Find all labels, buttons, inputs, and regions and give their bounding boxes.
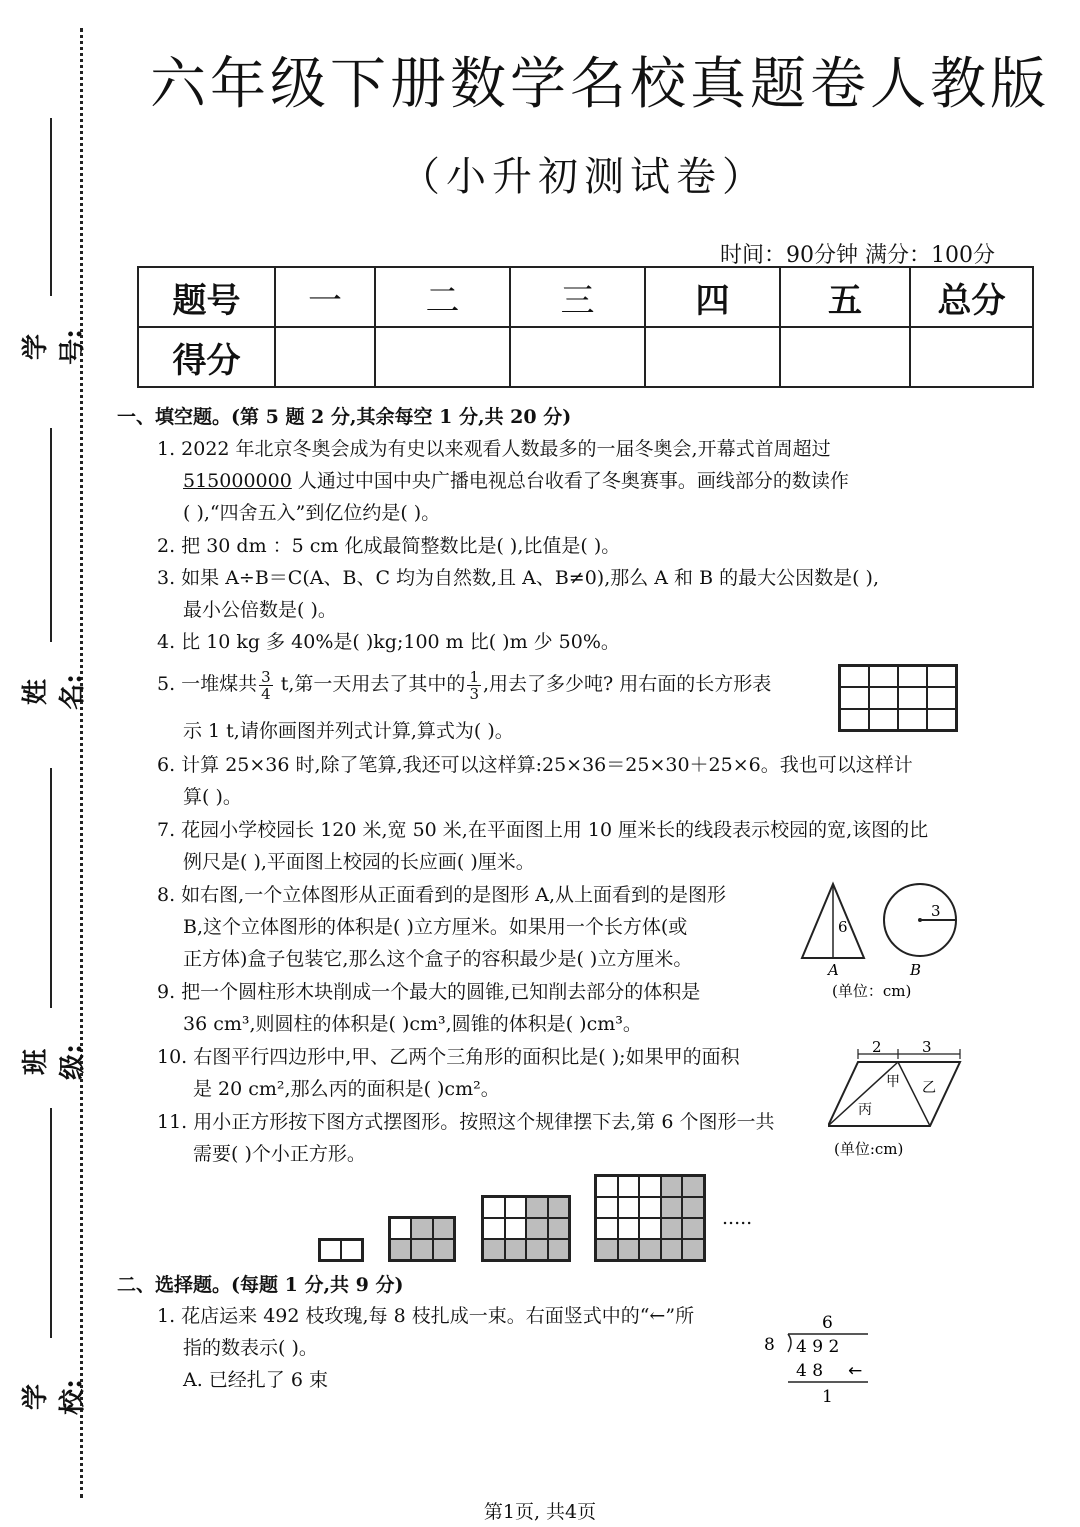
score-table-score-row — [138, 327, 1033, 387]
class-line[interactable] — [50, 768, 52, 1008]
dim-2: 2 — [872, 1040, 882, 1056]
division-bracket — [788, 1334, 791, 1352]
long-division-figure — [758, 1310, 878, 1410]
page-subtitle: （小升初测试卷） — [400, 154, 768, 200]
circle-center — [918, 918, 922, 922]
q7-line1: 7. 花园小学校园长 120 米,宽 50 米,在平面图上用 10 厘米长的线段表示校园的宽,该图的比 — [157, 819, 929, 841]
score-header-cell: 总分 — [910, 267, 1033, 327]
score-header-cell: 二 — [375, 267, 510, 327]
q8-line2: B,这个立体图形的体积是( )立方厘米。如果用一个长方体(或 — [183, 916, 688, 938]
q10-figure — [828, 1040, 968, 1164]
division-quotient: 6 — [822, 1313, 833, 1333]
q10-line1: 10. 右图平行四边形中,甲、乙两个三角形的面积比是( );如果甲的面积 — [157, 1046, 740, 1068]
page-footer: 第1页, 共4页 — [483, 1501, 597, 1523]
fraction-3-4 — [259, 669, 273, 702]
q9-line2: 36 cm³,则圆柱的体积是( )cm³,圆锥的体积是( )cm³。 — [183, 1013, 642, 1035]
label-bing: 丙 — [858, 1102, 872, 1118]
q1-underlined-number: 515000000 — [183, 470, 292, 492]
parallelogram — [828, 1062, 960, 1126]
score-cell[interactable] — [780, 327, 910, 387]
side-label-school: 学校: — [21, 1379, 88, 1415]
q5-text-b: t,第一天用去了其中的 — [274, 673, 466, 695]
circle-radius-label: 3 — [931, 902, 941, 920]
score-header-cell: 四 — [645, 267, 780, 327]
score-header-cell: 三 — [510, 267, 645, 327]
score-cell[interactable] — [645, 327, 780, 387]
pattern-figure-1 — [318, 1238, 364, 1262]
division-remainder: 1 — [822, 1387, 833, 1407]
q5-line1 — [157, 668, 771, 702]
pattern-figure-2 — [388, 1216, 456, 1262]
school-line[interactable] — [50, 1108, 52, 1338]
score-cell[interactable] — [910, 327, 1033, 387]
page-title: 六年级下册数学名校真题卷人教版 — [150, 52, 1050, 117]
pattern-ellipsis: ..... — [722, 1207, 753, 1229]
side-label-student-no: 学号: — [21, 329, 88, 365]
frac-numerator: 3 — [261, 667, 271, 686]
label-a: A — [828, 961, 839, 979]
q5-line2: 示 1 t,请你画图并列式计算,算式为( )。 — [183, 720, 514, 742]
side-label-class: 班级: — [21, 1044, 88, 1080]
q1-line3: ( ),“四舍五入”到亿位约是( )。 — [183, 502, 441, 524]
score-cell[interactable] — [375, 327, 510, 387]
label-yi: 乙 — [922, 1080, 936, 1096]
fraction-1-3 — [467, 669, 481, 702]
fig8-unit: (单位：cm) — [832, 982, 912, 1000]
s2-q1-option-a[interactable]: A. 已经扎了 6 束 — [183, 1369, 328, 1391]
name-line[interactable] — [50, 428, 52, 642]
dim-3: 3 — [922, 1040, 932, 1056]
pattern-figure-4 — [594, 1174, 706, 1262]
frac-denominator: 4 — [261, 684, 271, 703]
q7-line2: 例尺是( ),平面图上校园的长应画( )厘米。 — [183, 851, 535, 873]
q8-figure — [798, 880, 968, 1000]
score-table-header-row — [138, 267, 1033, 327]
s2-q1-line2: 指的数表示( )。 — [183, 1337, 318, 1359]
score-cell[interactable] — [510, 327, 645, 387]
division-arrow: ← — [848, 1361, 863, 1381]
q3-line2: 最小公倍数是( )。 — [183, 599, 337, 621]
label-b: B — [910, 961, 922, 979]
frac-denominator: 3 — [469, 684, 479, 703]
score-header-cell: 五 — [780, 267, 910, 327]
division-divisor: 8 — [764, 1335, 775, 1355]
fig10-unit: (单位:cm) — [834, 1140, 904, 1158]
q4: 4. 比 10 kg 多 40%是( )kg;100 m 比( )m 少 50%。 — [157, 631, 620, 653]
score-header-cell: 一 — [275, 267, 375, 327]
frac-numerator: 1 — [469, 667, 479, 686]
triangle-height-label: 6 — [838, 918, 848, 936]
q10-line2: 是 20 cm²,那么丙的面积是( )cm²。 — [193, 1078, 500, 1100]
q3-line1: 3. 如果 A÷B＝C(A、B、C 均为自然数,且 A、B≠0),那么 A 和 B 的最大公因数是( ), — [157, 567, 879, 589]
score-row-label: 得分 — [138, 327, 275, 387]
q1-line2-text: 人通过中国中央广播电视总台收看了冬奥赛事。画线部分的数读作 — [291, 470, 849, 492]
q6-line2: 算( )。 — [183, 786, 242, 808]
q5-rectangle-grid — [838, 664, 958, 732]
q2: 2. 把 30 dm ：5 cm 化成最简整数比是( ),比值是( )。 — [157, 535, 621, 557]
q8-line3: 正方体)盒子包装它,那么这个盒子的容积最少是( )立方厘米。 — [183, 948, 693, 970]
section1-heading: 一、填空题。(第 5 题 2 分,其余每空 1 分,共 20 分) — [117, 406, 572, 428]
q6-line1: 6. 计算 25×36 时,除了笔算,我还可以这样算:25×36＝25×30＋25×6。我也可以这样计 — [157, 754, 913, 776]
binding-dotted-line — [80, 28, 83, 1498]
q11-line1: 11. 用小正方形按下图方式摆图形。按照这个规律摆下去,第 6 个图形一共 — [157, 1111, 775, 1133]
pattern-figure-3 — [481, 1195, 571, 1262]
division-product: 4 8 — [796, 1361, 824, 1381]
q9-line1: 9. 把一个圆柱形木块削成一个最大的圆锥,已知削去部分的体积是 — [157, 981, 701, 1003]
section2-heading: 二、选择题。(每题 1 分,共 9 分) — [117, 1274, 404, 1296]
score-header-cell: 题号 — [138, 267, 275, 327]
q11-line2: 需要( )个小正方形。 — [193, 1143, 366, 1165]
side-label-name: 姓名: — [21, 674, 88, 710]
q5-text-a: 5. 一堆煤共 — [157, 673, 258, 695]
student-no-line[interactable] — [50, 118, 52, 296]
score-cell[interactable] — [275, 327, 375, 387]
score-table — [137, 266, 1034, 388]
s2-q1-line1: 1. 花店运来 492 枝玫瑰,每 8 枝扎成一束。右面竖式中的“←”所 — [157, 1305, 695, 1327]
time-info: 时间：90分钟 满分：100分 — [720, 243, 995, 268]
q1-line2 — [183, 465, 849, 497]
division-dividend: 4 9 2 — [796, 1337, 840, 1357]
q1-line1: 1. 2022 年北京冬奥会成为有史以来观看人数最多的一届冬奥会,开幕式首周超过 — [157, 438, 831, 460]
q8-line1: 8. 如右图,一个立体图形从正面看到的是图形 A,从上面看到的是图形 — [157, 884, 727, 906]
q5-text-c: ,用去了多少吨? 用右面的长方形表 — [482, 673, 772, 695]
label-jia: 甲 — [886, 1074, 900, 1090]
